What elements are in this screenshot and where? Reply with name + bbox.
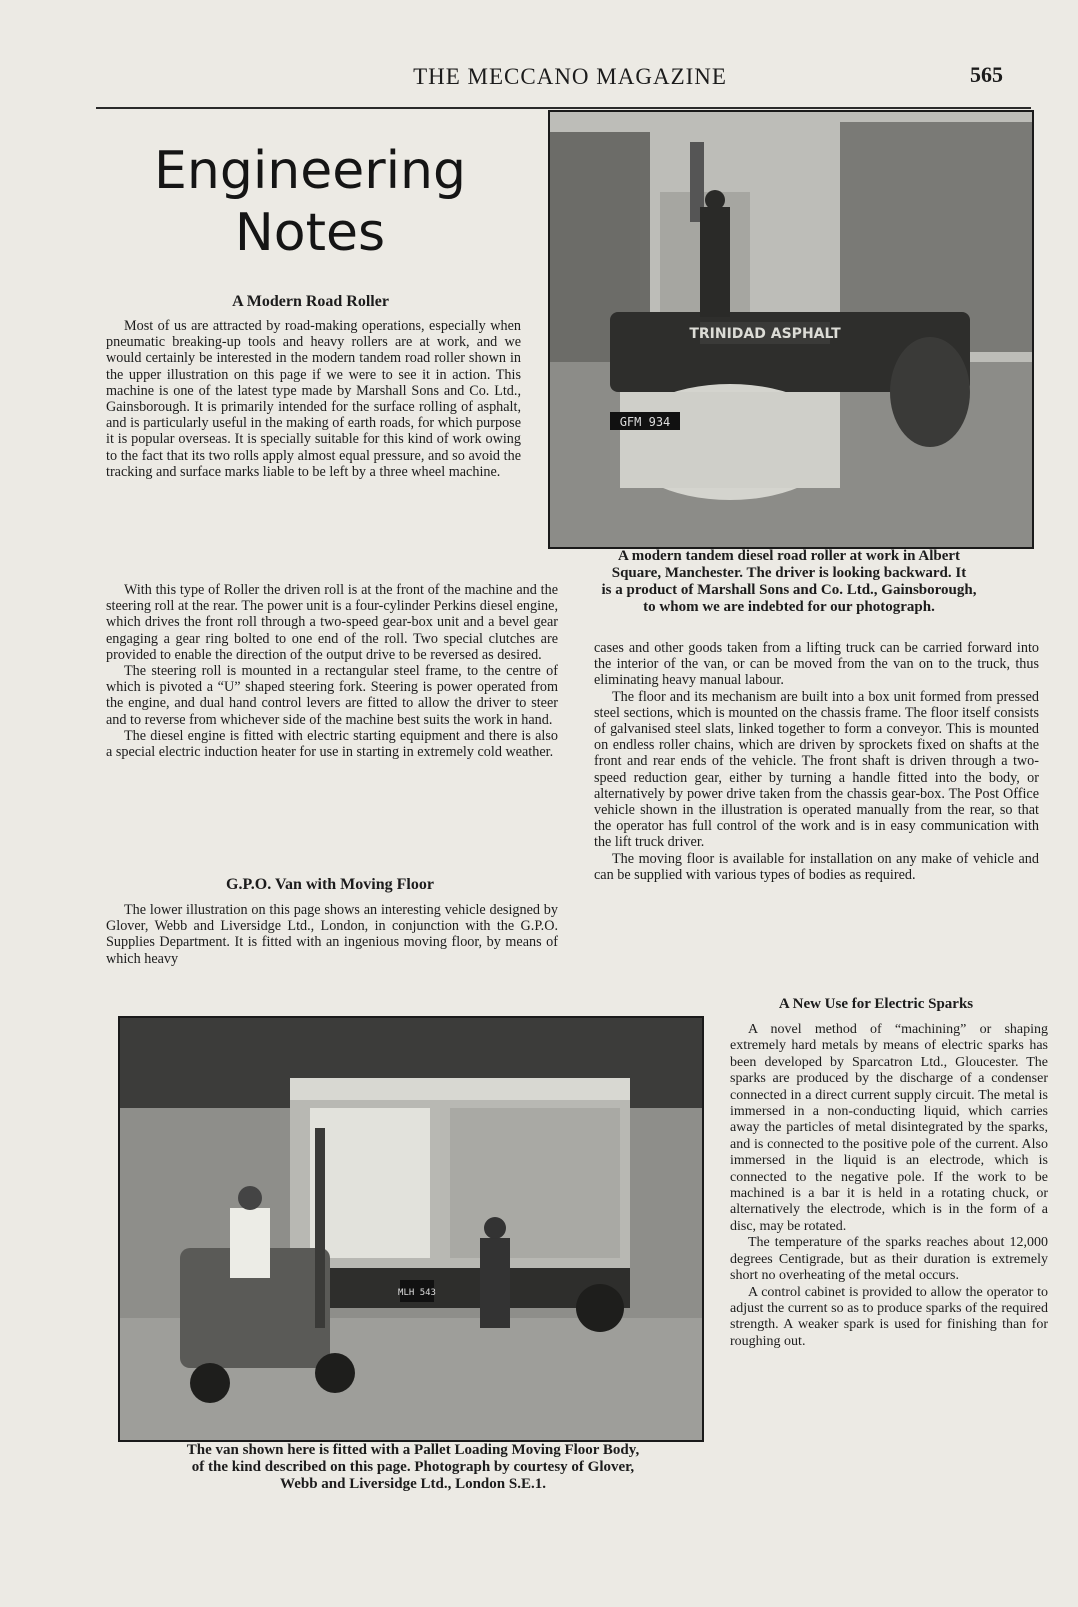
gpo-van-text-left: [106, 902, 558, 967]
gpo-van-paragraph: The floor and its mechanism are built into a box unit formed from pressed steel sections, which is mounted on the chassis frame. The floor itself consists of galvanised steel slats, linked together to form a conveyor. This is mounted on endless roller chains, which are driven by sprockets fixed on shafts at the front and rear ends of the vehicle. The front shaft is driven through a two-speed reduction gear, either by turning a handle fitted into the body, or alternatively by power drive taken from the chassis gear-box. The Post Office vehicle shown in the illustration is operated manually from the rear, so that the operator has full control of the work and is in easy communication with the lift truck driver.: [594, 688, 1039, 851]
caption-line: The van shown here is fitted with a Pallet Loading Moving Floor Body,: [186, 1442, 640, 1458]
caption-line: of the kind described on this page. Photograph by courtesy of Glover,: [191, 1459, 635, 1475]
sparks-paragraph: A control cabinet is provided to allow the operator to adjust the current so as to produce sparks of the required strength. A weaker spark is used for finishing than for roughing out.: [730, 1284, 1048, 1349]
header-rule: [96, 107, 1031, 109]
gpo-van-paragraph: The moving floor is available for installation on any make of vehicle and can be supplied with various types of bodies as required.: [594, 850, 1039, 883]
roller-registration: GFM 934: [619, 415, 671, 429]
sparks-paragraph: A novel method of “machining” or shaping extremely hard metals by means of electric sparks has been developed by Sparcatron Ltd., Gloucester. The sparks are produced by the discharge of a condenser connected in a direct current supply circuit. The metal is immersed in a non-conducting liquid, which carries away the particles of metal disintegrated by the sparks, and is connected to the positive pole of the current. Also immersed in the liquid is an electrode, which is connected to the negative pole. If the work to be machined is a bar it is held in a rotating chuck, or alternatively the electrode, which is in the form of a disc, may be rotated.: [730, 1022, 1048, 1234]
gpo-van-caption: [118, 1442, 708, 1493]
road-roller-text-lower: [106, 582, 558, 760]
article-title: [150, 140, 470, 264]
gpo-van-text-right: [594, 640, 1039, 883]
caption-line: Square, Manchester. The driver is looking backward. It: [611, 565, 967, 581]
title-line-1: Engineering: [154, 141, 466, 201]
road-roller-paragraph: With this type of Roller the driven roll is at the front of the machine and the steering roll at the rear. The power unit is a four-cylinder Perkins diesel engine, which drives the front roll through a two-speed gear-box unit and a bevel gear engaging a gear ring bolted to one end of the roll. Two special clutches are provided to enable the direction of the output drive to be reversed as desired.: [106, 582, 558, 663]
road-roller-paragraph: The diesel engine is fitted with electric starting equipment and there is also a special electric induction heater for use in starting in extremely cold weather.: [106, 727, 558, 761]
road-roller-photo: [548, 110, 1034, 549]
caption-line: to whom we are indebted for our photograph.: [643, 599, 935, 615]
road-roller-text-upper: [106, 318, 521, 480]
gpo-van-paragraph: cases and other goods taken from a lifting truck can be carried forward into the interior of the van, or can be moved from the van on to the truck, thus eliminating heavy manual labour.: [594, 640, 1039, 689]
page-number: 565: [970, 62, 1003, 87]
caption-line: is a product of Marshall Sons and Co. Ltd., Gainsborough,: [601, 582, 977, 598]
caption-line: A modern tandem diesel road roller at work in Albert: [617, 548, 961, 564]
road-roller-heading: A Modern Road Roller: [232, 293, 389, 310]
gpo-van-photo: [118, 1016, 704, 1442]
sparks-paragraph: The temperature of the sparks reaches about 12,000 degrees Centigrade, but as their duration is extremely short no overheating of the metal occurs.: [730, 1235, 1048, 1284]
van-registration: MLH 543: [398, 1288, 436, 1298]
sparks-heading: A New Use for Electric Sparks: [778, 996, 974, 1012]
road-roller-paragraph: Most of us are attracted by road-making operations, especially when pneumatic breaking-up tools and heavy rollers are at work, and we would certainly be interested in the modern tandem road roller shown in the upper illustration on this page if we were to see it in action. This machine is one of the latest type made by Marshall Sons and Co. Ltd., Gainsborough. It is primarily intended for the surface rolling of asphalt, and is particularly useful in the making of earth roads, for which purpose it is popular overseas. It is specially suitable for this kind of work owing to the fact that its two rolls apply almost equal pressure, and so avoid the tracking and surface marks liable to be left by a three wheel machine.: [106, 318, 521, 480]
road-roller-paragraph: The steering roll is mounted in a rectangular steel frame, to the centre of which is pivoted a “U” shaped steering fork. Steering is power operated from the engine, and dual hand control levers are fitted to allow the driver to steer and to reverse from whichever side of the machine best suits the work in hand.: [106, 663, 558, 728]
sparks-text: [730, 1022, 1048, 1350]
running-title: THE MECCANO MAGAZINE: [413, 64, 727, 89]
roller-side-lettering: TRINIDAD ASPHALT: [689, 326, 841, 342]
gpo-van-heading: G.P.O. Van with Moving Floor: [226, 876, 434, 893]
gpo-van-paragraph: The lower illustration on this page shows an interesting vehicle designed by Glover, Webb and Liversidge Ltd., London, in conjunction with the G.P.O. Supplies Department. It is fitted with an ingenious moving floor, by means of which heavy: [106, 902, 558, 967]
title-line-2: Notes: [234, 203, 386, 263]
road-roller-caption: [540, 548, 1038, 616]
caption-line: Webb and Liversidge Ltd., London S.E.1.: [280, 1476, 546, 1492]
